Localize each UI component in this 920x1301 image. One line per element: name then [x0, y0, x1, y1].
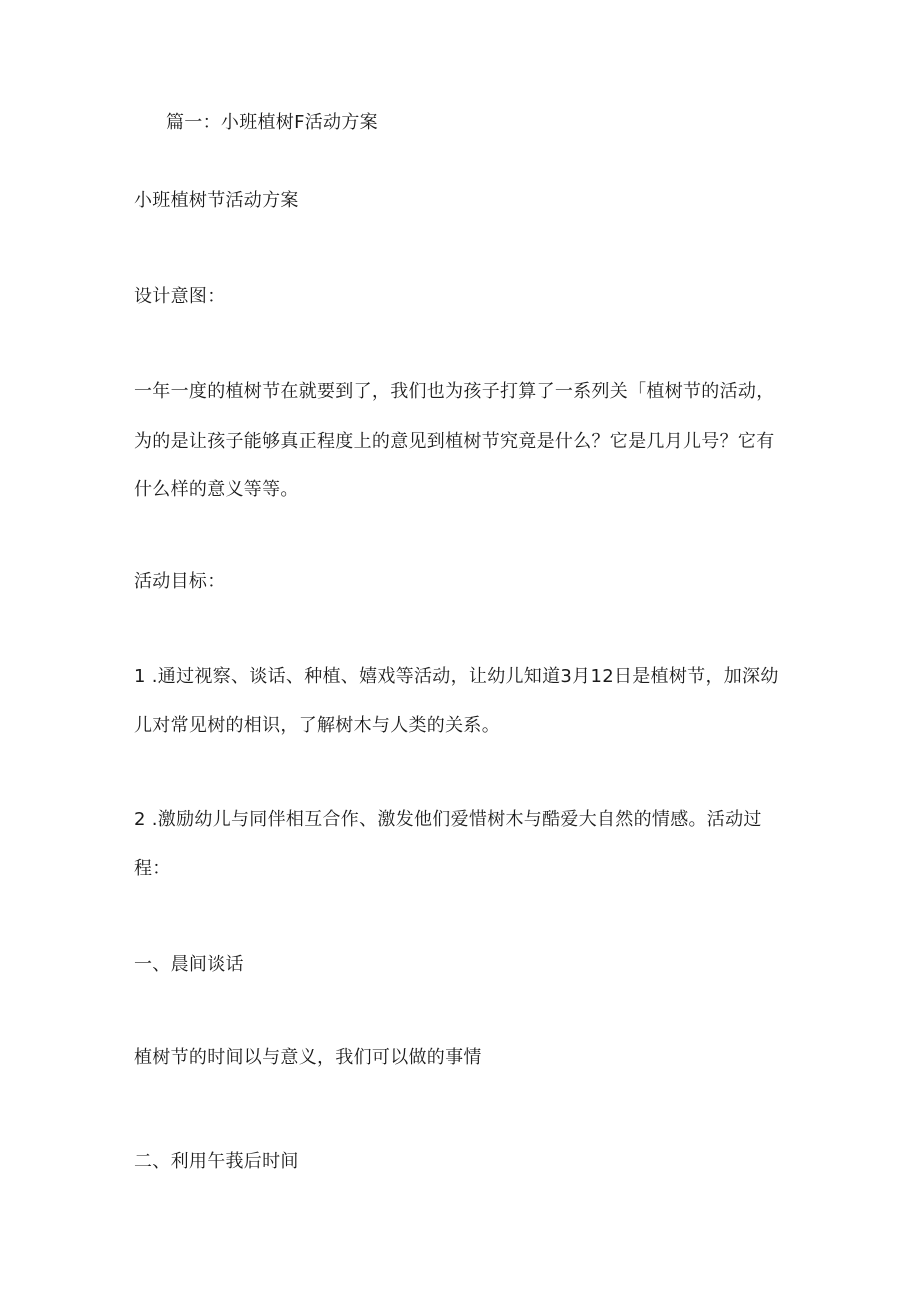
section-2-title: 二、利用午莪后时间 — [134, 1151, 299, 1172]
goal-2-line-2: 程： — [134, 858, 171, 879]
goal-1-line-2: 儿对常见树的相识，了解树木与人类的关系。 — [134, 715, 500, 736]
document-subtitle: 小班植树节活动方案 — [134, 190, 299, 211]
section-1-body: 植树节的时间以与意义，我们可以做的事情 — [134, 1047, 482, 1068]
goal-1-line-1: 1 .通过视察、谈话、种植、嬉戏等活动，让幼儿知道3月12日是植树节，加深幼 — [134, 666, 779, 687]
section-1-title: 一、晨间谈话 — [134, 954, 244, 975]
goal-2-line-1: 2 .激励幼儿与同伴相互合作、激发他们爱惜树木与酷爱大自然的情感。活动过 — [134, 809, 762, 830]
goals-label: 活动目标： — [134, 571, 226, 592]
design-intent-line-3: 什么样的意义等等。 — [134, 479, 299, 500]
design-intent-line-1: 一年一度的植树节在就要到了，我们也为孩子打算了一系列关「植树节的活动， — [134, 381, 775, 402]
document-heading: 篇一：小班植树F活动方案 — [166, 112, 378, 133]
design-intent-label: 设计意图： — [134, 286, 226, 307]
design-intent-line-2: 为的是让孩子能够真正程度上的意见到植树节究竟是什么？它是几月儿号？它有 — [134, 431, 775, 452]
